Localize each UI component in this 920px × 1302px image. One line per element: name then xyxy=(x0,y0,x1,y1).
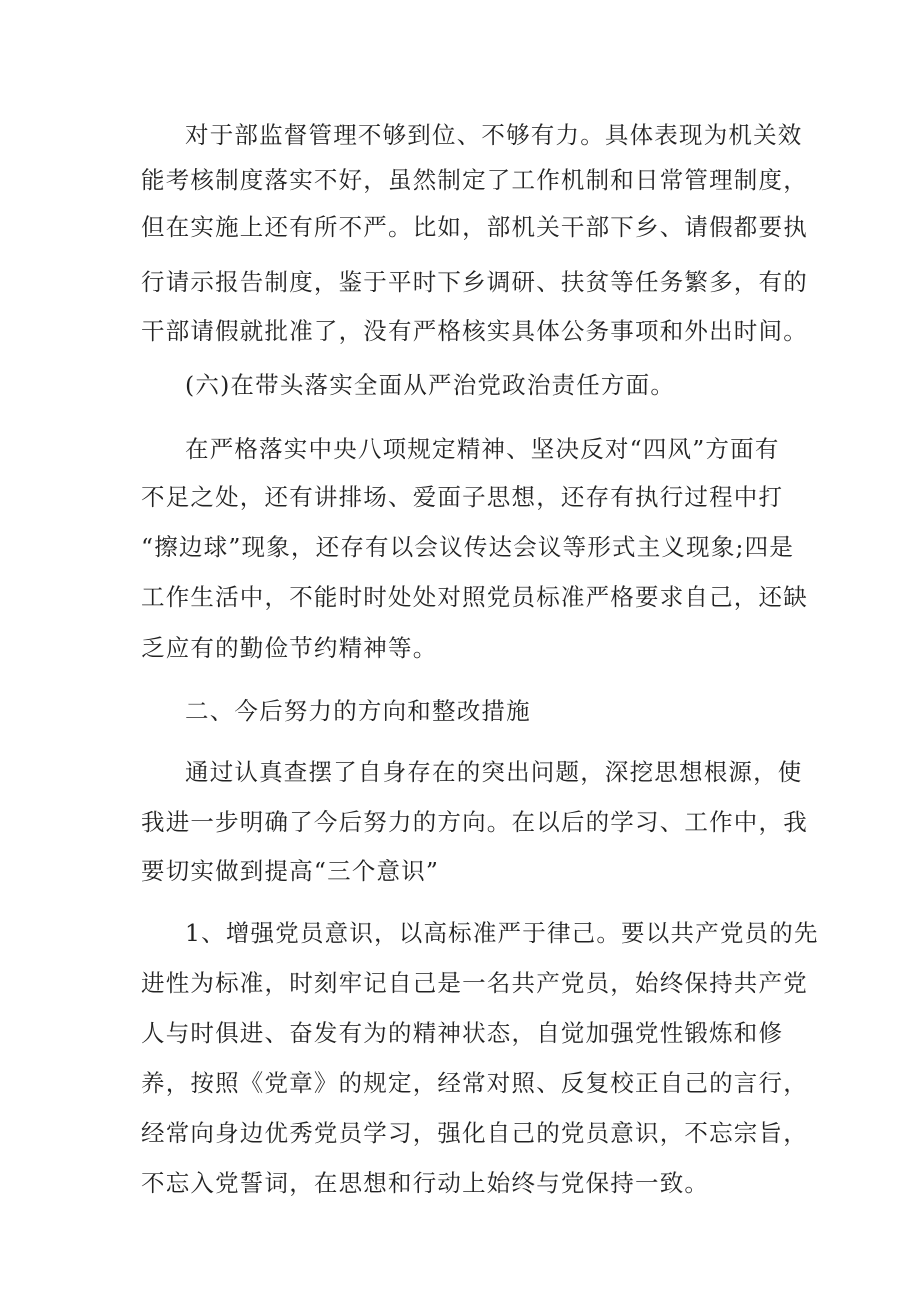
paragraph-3-line-2: 不足之处，还有讲排场、爱面子思想，还存有执行过程中打 xyxy=(141,483,784,511)
paragraph-5-line-3: 要切实做到提高“三个意识” xyxy=(141,857,440,885)
paragraph-1-line-2: 能考核制度落实不好，虽然制定了工作机制和日常管理制度， xyxy=(141,166,808,194)
paragraph-5-line-1: 通过认真查摆了自身存在的突出问题，深挖思想根源，使 xyxy=(185,758,803,786)
paragraph-1-line-5: 干部请假就批准了，没有严格核实具体公务事项和外出时间。 xyxy=(141,317,808,345)
paragraph-3-line-1: 在严格落实中央八项规定精神、坚决反对“四风”方面有 xyxy=(185,435,780,463)
paragraph-1-line-1: 对于部监督管理不够到位、不够有力。具体表现为机关效 xyxy=(185,121,803,149)
paragraph-3-line-5: 乏应有的勤俭节约精神等。 xyxy=(141,634,438,662)
paragraph-5-line-2: 我进一步明确了今后努力的方向。在以后的学习、工作中，我 xyxy=(141,808,808,836)
paragraph-6-line-2: 进性为标准，时刻牢记自己是一名共产党员，始终保持共产党 xyxy=(141,969,808,997)
paragraph-6-line-1: 1、增强党员意识，以高标准严于律己。要以共产党员的先 xyxy=(185,919,819,947)
paragraph-6-line-6: 不忘入党誓词，在思想和行动上始终与党保持一致。 xyxy=(141,1169,710,1197)
paragraph-3-line-4: 工作生活中，不能时时处处对照党员标准严格要求自己，还缺 xyxy=(141,583,808,611)
paragraph-1-line-4: 行请示报告制度，鉴于平时下乡调研、扶贫等任务繁多，有的 xyxy=(141,268,808,296)
paragraph-6-line-4: 养，按照《党章》的规定，经常对照、反复校正自己的言行， xyxy=(141,1069,808,1097)
section-heading-two: 二、今后努力的方向和整改措施 xyxy=(185,697,531,725)
paragraph-6-line-3: 人与时俱进、奋发有为的精神状态，自觉加强党性锻炼和修 xyxy=(141,1019,784,1047)
paragraph-6-line-5: 经常向身边优秀党员学习，强化自己的党员意识，不忘宗旨， xyxy=(141,1119,808,1147)
paragraph-3-line-3: “擦边球”现象，还存有以会议传达会议等形式主义现象;四是 xyxy=(141,533,795,561)
section-heading-six: (六)在带头落实全面从严治党政治责任方面。 xyxy=(185,371,676,399)
paragraph-1-line-3: 但在实施上还有所不严。比如，部机关干部下乡、请假都要执 xyxy=(141,213,808,241)
